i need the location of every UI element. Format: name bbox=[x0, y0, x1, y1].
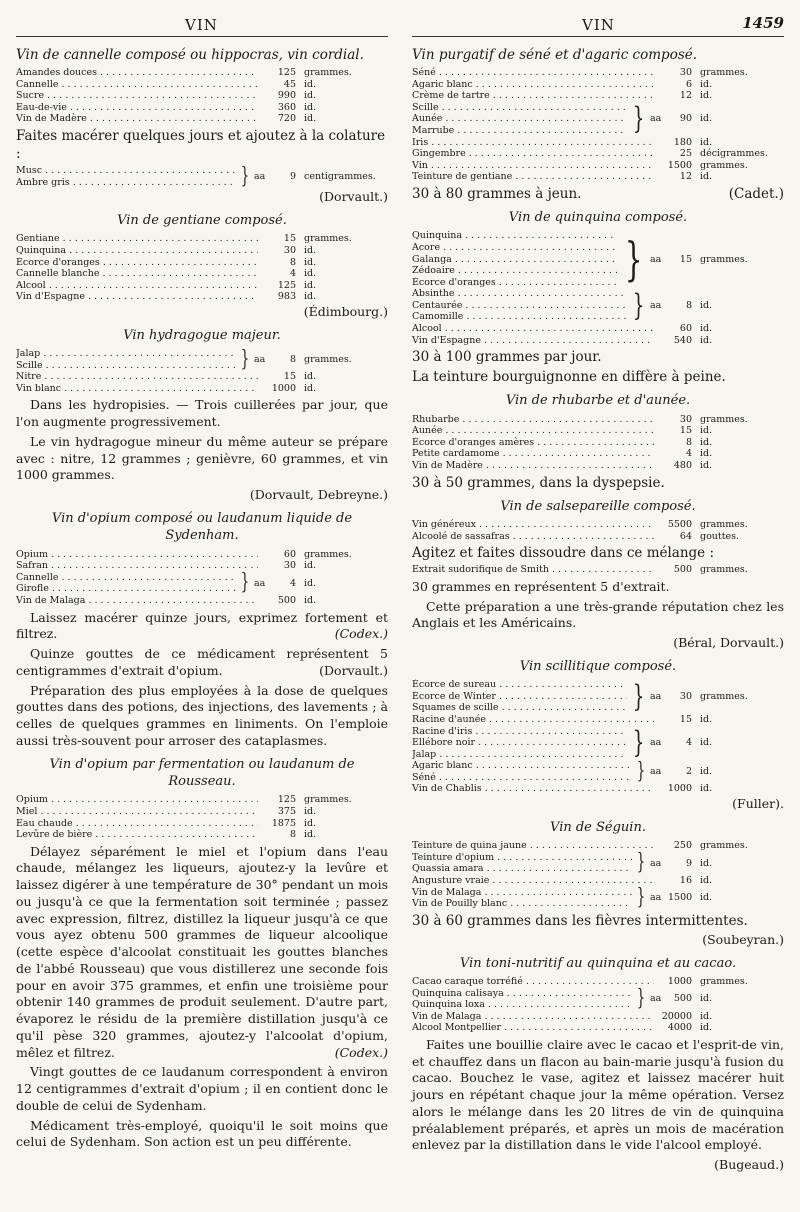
ingredient-row: Levûre de bière . . . 8 id. bbox=[16, 829, 388, 841]
ingredient-group: Jalap . . . Scille . . . } aa 8 grammes. bbox=[16, 348, 388, 371]
recipe-title: Vin de rhubarbe et d'aunée. bbox=[505, 393, 691, 409]
ingredient-row: Petite cardamome . . . 4 id. bbox=[412, 448, 784, 460]
ingredient-row: Vin de Madère . . . 720 id. bbox=[16, 113, 388, 125]
ingredient-group: Cannelle . . . Girofle . . . } aa 4 id. bbox=[16, 572, 388, 595]
body-paragraph: Dans les hydropisies. — Trois cuillerées par jour, que l'on augmente progressivement. bbox=[16, 397, 388, 430]
source-citation: (Codex.) bbox=[334, 1044, 388, 1060]
ingredient-row: Cacao caraque torréfié . . . 1000 grammes. bbox=[412, 976, 784, 988]
body-paragraph: Cette préparation a une très-grande réputation chez les Anglais et les Américains. bbox=[412, 598, 784, 631]
ingredient-row: Vin généreux . . . 5500 grammes. bbox=[412, 519, 784, 531]
body-paragraph: Vingt gouttes de ce laudanum correspondent à environ 12 centigrammes d'extrait d'opium ; il en contient donc le double de celui de Sydenham. bbox=[16, 1064, 388, 1113]
source-citation: (Béral, Dorvault.) bbox=[673, 635, 784, 651]
ingredient-group: Racine d'iris . . . Ellébore noir . . . Jalap . . . } aa 4 id. bbox=[412, 726, 784, 761]
recipe-title: Vin d'opium par fermentation ou laudanum de Rousseau. bbox=[49, 756, 355, 789]
running-head-left: VIN bbox=[185, 16, 218, 34]
source-citation: (Dorvault, Debreyne.) bbox=[249, 487, 388, 503]
ingredient-row: Teinture de quina jaune . . . 250 grammes. bbox=[412, 840, 784, 852]
ingredient-row: Gingembre . . . 25 décigrammes. bbox=[412, 148, 784, 160]
source-citation: (Soubeyran.) bbox=[702, 931, 784, 947]
source-citation: (Dorvault.) bbox=[319, 662, 388, 678]
body-paragraph: Délayez séparément le miel et l'opium dans l'eau chaude, mélangez les liqueurs, ajoutez-y la levûre et laissez digérer à une température de 30° pendant un mois ou jusqu'à ce que la fermentation soit terminée ; passez avec expression, filtrez, distillez la liqueur jusqu'à ce que vous ayez obtenu 500 grammes de liqueur alcoolique (cette espèce d'alcoolat constituait les gouttes blanches de l'abbé Rousseau) que vous distillerez une seconde fois pour en avoir 375 grammes, et enfin une troisième pour obtenir 140 grammes de produit seulement. D'autre part, évaporez le résidu de la première distillation jusqu'à ce qu'il pèse 320 grammes, ajoutez-y l'alcoolat d'opium, mêlez et filtrez. (Codex.) bbox=[16, 843, 388, 1060]
right-column bbox=[412, 42, 784, 1178]
ingredient-group: Teinture d'opium . . . Quassia amara . . . } aa 9 id. bbox=[412, 852, 784, 875]
recipe-title: Vin de gentiane composé. bbox=[117, 213, 287, 229]
ingredient-group: Absinthe . . . Centaurée . . . Camomille . . . } aa 8 id. bbox=[412, 288, 784, 323]
recipe-title: Vin toni-nutritif au quinquina et au cacao. bbox=[459, 955, 737, 971]
ingredient-row: Écorce d'oranges amères . . . 8 id. bbox=[412, 437, 784, 449]
dosage-line: 30 à 100 grammes par jour. bbox=[412, 349, 602, 366]
recipe-title: Vin scillitique composé. bbox=[519, 658, 677, 674]
ingredient-row: Vin de Chablis . . . 1000 id. bbox=[412, 783, 784, 795]
ingredient-row: Aunée . . . 15 id. bbox=[412, 425, 784, 437]
ingredient-row: Extrait sudorifique de Smith . . . 500 grammes. bbox=[412, 564, 784, 576]
ingredient-group: Écorce de sureau . . . Écorce de Winter . . . Squames de scille . . . } aa 30 grammes. bbox=[412, 679, 784, 714]
ingredient-row: Quinquina . . . 30 id. bbox=[16, 245, 388, 257]
body-paragraph: 30 grammes en représentent 5 d'extrait. bbox=[412, 578, 670, 594]
header-rule-left bbox=[16, 36, 388, 37]
source-citation: (Cadet.) bbox=[728, 185, 784, 202]
ingredient-row: Vin d'Espagne . . . 983 id. bbox=[16, 291, 388, 303]
ingredient-row: Racine d'aunée . . . 15 id. bbox=[412, 714, 784, 726]
ingredient-group: Musc . . . Ambre gris . . . } aa 9 centigrammes. bbox=[16, 165, 388, 188]
ingredient-row: Opium . . . 60 grammes. bbox=[16, 549, 388, 561]
body-paragraph: Médicament très-employé, quoiqu'il le soit moins que celui de Sydenham. Son action est un peu différente. bbox=[16, 1117, 388, 1150]
ingredient-group: Vin de Malaga . . . Vin de Pouilly blanc . . . } aa 1500 id. bbox=[412, 887, 784, 910]
recipe-title: Vin de cannelle composé ou hippocras, vin cordial. bbox=[16, 47, 364, 63]
ingredient-row: Eau-de-vie . . . 360 id. bbox=[16, 102, 388, 114]
ingredient-row: Opium . . . 125 grammes. bbox=[16, 794, 388, 806]
ingredient-row: Teinture de gentiane . . . 12 id. bbox=[412, 171, 784, 183]
ingredient-group: Agaric blanc . . . Séné . . . } aa 2 id. bbox=[412, 760, 784, 783]
dosage-line: 30 à 60 grammes dans les fièvres intermittentes. bbox=[412, 912, 748, 929]
ingredient-row: Alcoolé de sassafras . . . 64 gouttes. bbox=[412, 531, 784, 543]
left-column bbox=[16, 42, 388, 1154]
ingredient-row: Miel . . . 375 id. bbox=[16, 806, 388, 818]
recipe-title: Vin hydragogue majeur. bbox=[123, 327, 281, 343]
ingredient-row: Gentiane . . . 15 grammes. bbox=[16, 233, 388, 245]
ingredient-row: Vin de Madère . . . 480 id. bbox=[412, 460, 784, 472]
source-citation: (Édimbourg.) bbox=[303, 303, 388, 319]
body-paragraph: Quinze gouttes de ce médicament représentent 5 centigrammes d'extrait d'opium. (Dorvault.) bbox=[16, 646, 388, 678]
ingredient-row: Alcool . . . 125 id. bbox=[16, 280, 388, 292]
ingredient-row: Vin de Malaga . . . 20000 id. bbox=[412, 1011, 784, 1023]
ingredient-row: Angusture vraie . . . 16 id. bbox=[412, 875, 784, 887]
ingredient-row: Alcool . . . 60 id. bbox=[412, 323, 784, 335]
recipe-title: Vin de quinquina composé. bbox=[508, 209, 688, 225]
body-paragraph: Laissez macérer quinze jours, exprimez fortement et filtrez. (Codex.) bbox=[16, 609, 388, 642]
ingredient-row: Crème de tartre . . . 12 id. bbox=[412, 90, 784, 102]
source-citation: (Fuller). bbox=[732, 796, 784, 812]
ingredient-row: Cannelle . . . 45 id. bbox=[16, 79, 388, 91]
instruction-text: Faites macérer quelques jours et ajoutez à la colature : bbox=[16, 127, 386, 163]
recipe-title: Vin d'opium composé ou laudanum liquide de Sydenham. bbox=[51, 510, 353, 544]
recipe-title: Vin de Séguin. bbox=[550, 819, 646, 835]
ingredient-row: Vin d'Espagne . . . 540 id. bbox=[412, 335, 784, 347]
instruction-text: Agitez et faites dissoudre dans ce mélange : bbox=[412, 545, 715, 562]
ingredient-row: Écorce d'oranges . . . 8 id. bbox=[16, 257, 388, 269]
body-paragraph: Le vin hydragogue mineur du même auteur se prépare avec : nitre, 12 grammes ; genièvre, 60 grammes, et vin 1000 grammes. bbox=[16, 433, 388, 483]
ingredient-group: Scille . . . Aunée . . . Marrube . . . } aa 90 id. bbox=[412, 102, 784, 137]
ingredient-group: Quinquina calisaya . . . Quinquina loxa . . . } aa 500 id. bbox=[412, 988, 784, 1011]
ingredient-row: Cannelle blanche . . . 4 id. bbox=[16, 268, 388, 280]
dosage-line: 30 à 80 grammes à jeun. (Cadet.) bbox=[412, 185, 784, 202]
ingredient-row: Vin de Malaga . . . 500 id. bbox=[16, 595, 388, 607]
dosage-line: 30 à 50 grammes, dans la dyspepsie. bbox=[412, 474, 665, 491]
ingredient-row: Nitre . . . 15 id. bbox=[16, 371, 388, 383]
running-head-center: VIN bbox=[582, 16, 615, 34]
body-paragraph: Préparation des plus employées à la dose de quelques gouttes dans des potions, des injections, des lavements ; à celles de quelques grammes en liniments. On l'emploie aussi très-souvent pour arroser des cataplasmes. bbox=[16, 682, 388, 748]
ingredient-row: Alcool Montpellier . . . 4000 id. bbox=[412, 1022, 784, 1034]
note-line: La teinture bourguignonne en diffère à peine. bbox=[412, 369, 726, 386]
source-citation: (Codex.) bbox=[334, 626, 388, 642]
page-number: 1459 bbox=[742, 14, 784, 32]
ingredient-row: Rhubarbe . . . 30 grammes. bbox=[412, 414, 784, 426]
ingredient-row: Agaric blanc . . . 6 id. bbox=[412, 79, 784, 91]
ingredient-group: Quinquina . . . Acore . . . Galanga . . . Zédoaire . . . Écorce d'oranges . . . } aa 15 grammes. bbox=[412, 230, 784, 288]
source-citation: (Dorvault.) bbox=[319, 189, 388, 205]
ingredient-row: Vin blanc . . . 1000 id. bbox=[16, 383, 388, 395]
header-rule-right bbox=[412, 36, 784, 37]
ingredient-row: Iris . . . 180 id. bbox=[412, 137, 784, 149]
ingredient-row: Séné . . . 30 grammes. bbox=[412, 67, 784, 79]
ingredient-row: Sucre . . . 990 id. bbox=[16, 90, 388, 102]
ingredient-row: Vin . . . 1500 grammes. bbox=[412, 160, 784, 172]
body-paragraph: Faites une bouillie claire avec le cacao et l'esprit-de vin, et chauffez dans un flacon au bain-marie jusqu'à fusion du cacao. Bouchez le vase, agitez et laissez macérer huit jours en répétant chaque jour la même opération. Versez alors le mélange dans les 20 litres de vin de quinquina préalablement préparés, et après un mois de macération enlevez par la distillation dans le vide l'alcool employé. bbox=[412, 1036, 784, 1153]
ingredient-row: Amandes douces . . . 125 grammes. bbox=[16, 67, 388, 79]
recipe-title: Vin de salsepareille composé. bbox=[500, 498, 696, 514]
source-citation: (Bugeaud.) bbox=[714, 1157, 784, 1173]
recipe-title: Vin purgatif de séné et d'agaric composé. bbox=[412, 47, 698, 63]
ingredient-row: Eau chaude . . . 1875 id. bbox=[16, 818, 388, 830]
ingredient-row: Safran . . . 30 id. bbox=[16, 560, 388, 572]
